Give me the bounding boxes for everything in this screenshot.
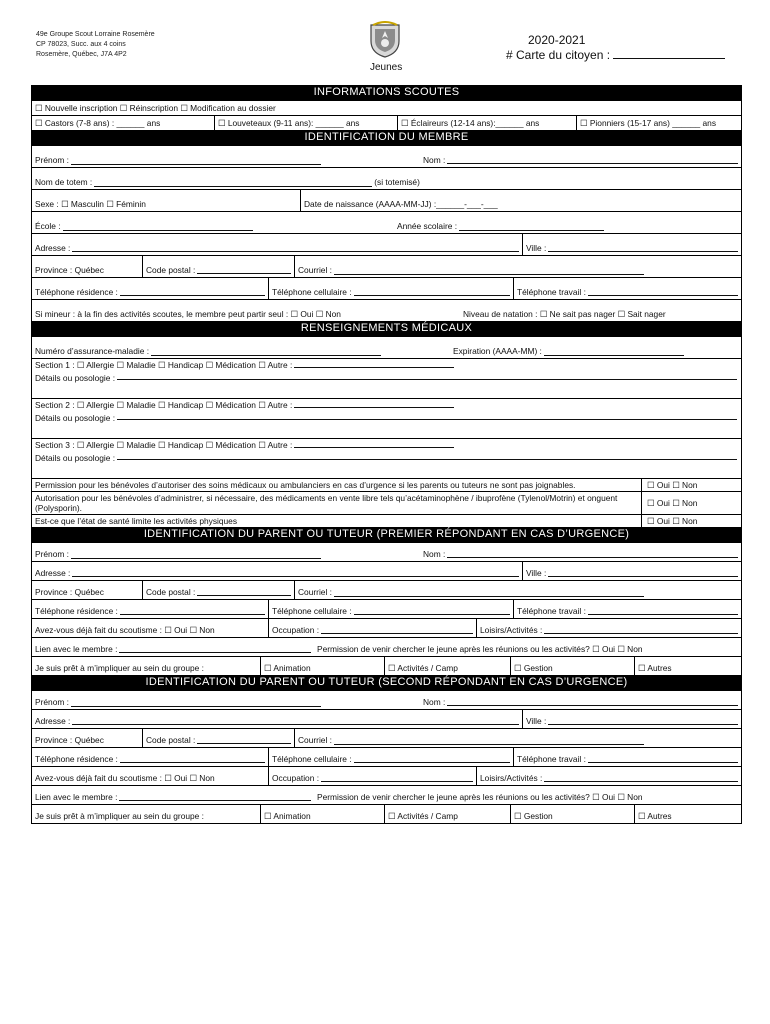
swimming-level-options[interactable]: Niveau de natation : ☐ Ne sait pas nager ☐ Sait nager — [463, 309, 666, 319]
parent2-city-input[interactable] — [548, 717, 738, 725]
permission-emergency-care[interactable] — [32, 478, 741, 491]
address-line-1: 49e Groupe Scout Lorraine Rosemère — [36, 31, 155, 38]
member-cell-phone-input[interactable] — [354, 288, 510, 296]
citizen-card-input[interactable] — [613, 49, 725, 59]
parent1-phone-row[interactable] — [32, 599, 741, 618]
parent1-activities-option[interactable]: ☐ Activités / Camp — [384, 657, 510, 675]
address-line-2: CP 78023, Succ. aux 4 coins — [36, 41, 126, 48]
parent2-hobbies-label: Loisirs/Activités : — [480, 773, 543, 783]
medical-section-3-details[interactable]: Détails ou posologie : — [32, 452, 741, 465]
parent1-work-phone-input[interactable] — [588, 607, 738, 615]
pionniers-option[interactable]: ☐ Pionniers (15-17 ans) ______ ans — [576, 116, 741, 130]
parent1-name-row[interactable] — [32, 542, 741, 561]
parent1-firstname-input[interactable] — [71, 551, 321, 559]
parent2-postal-input[interactable] — [197, 736, 291, 744]
parent2-email-label: Courriel : — [298, 735, 332, 745]
medical-section-1[interactable] — [32, 358, 741, 398]
expiration-label: Expiration (AAAA-MM) : — [453, 346, 542, 356]
member-email-input[interactable] — [334, 267, 644, 275]
parent2-address-row[interactable] — [32, 709, 741, 728]
parent2-scouting-options[interactable]: Avez-vous déjà fait du scoutisme : ☐ Oui ☐ Non — [35, 773, 215, 783]
school-year-label: Année scolaire : — [397, 221, 458, 231]
logo-caption: Jeunes — [370, 62, 403, 73]
parent1-address-row[interactable] — [32, 561, 741, 580]
parent1-cell-phone-label: Téléphone cellulaire : — [272, 606, 352, 616]
member-lastname-label: Nom : — [423, 155, 446, 165]
member-email-label: Courriel : — [298, 265, 332, 275]
member-cell-phone-label: Téléphone cellulaire : — [272, 287, 352, 297]
member-phone-row[interactable] — [32, 277, 741, 299]
health-limits-row[interactable] — [32, 514, 741, 527]
parent2-involvement-row[interactable] — [32, 804, 741, 823]
parent1-postal-label: Code postal : — [146, 587, 196, 597]
permission-medication-options[interactable]: ☐ Oui ☐ Non — [641, 492, 741, 514]
address-line-3: Rosemère, Québec, J7A 4P2 — [36, 51, 127, 58]
parent1-occupation-label: Occupation : — [272, 625, 320, 635]
health-card-label: Numéro d’assurance-maladie : — [35, 346, 150, 356]
section-title-parent-1: IDENTIFICATION DU PARENT OU TUTEUR (PREMIER RÉPONDANT EN CAS D’URGENCE) — [32, 527, 741, 542]
parent1-email-label: Courriel : — [298, 587, 332, 597]
parent2-relation-row[interactable] — [32, 785, 741, 804]
parent1-occupation-row[interactable] — [32, 618, 741, 637]
totem-note: (si totemisé) — [374, 177, 420, 187]
parent1-hobbies-label: Loisirs/Activités : — [480, 625, 543, 635]
parent2-relation-input[interactable] — [119, 793, 311, 801]
parent2-firstname-label: Prénom : — [35, 697, 69, 707]
scout-logo-icon — [367, 21, 403, 59]
castors-option[interactable]: ☐ Castors (7-8 ans) : ______ ans — [35, 118, 161, 128]
parent1-pickup-options[interactable]: Permission de venir chercher le jeune après les réunions ou les activités? ☐ Oui ☐ Non — [317, 644, 643, 654]
parent1-address-label: Adresse : — [35, 568, 71, 578]
permission-emergency-care-text: Permission pour les bénévoles d’autoriser des soins médicaux ou ambulanciers en cas d’urgence si les parents ou tuteurs ne sont pas joignables. — [35, 480, 576, 490]
section-title-scout: INFORMATIONS SCOUTES — [32, 85, 741, 100]
permission-medication[interactable] — [32, 491, 741, 514]
inscription-row[interactable] — [32, 100, 741, 115]
school-label: École : — [35, 221, 61, 231]
parent1-city-input[interactable] — [548, 569, 738, 577]
parent1-city-label: Ville : — [526, 568, 547, 578]
parent2-lastname-label: Nom : — [423, 697, 446, 707]
school-row[interactable] — [32, 211, 741, 233]
parent1-cell-phone-input[interactable] — [354, 607, 510, 615]
member-city-input[interactable] — [548, 244, 738, 252]
medical-section-2-details[interactable]: Détails ou posologie : — [32, 412, 741, 425]
parent1-relation-row[interactable] — [32, 637, 741, 656]
parent2-animation-option[interactable]: ☐ Animation — [260, 805, 384, 823]
age-branch-row[interactable] — [32, 115, 741, 130]
group-address — [36, 30, 155, 60]
totem-label: Nom de totem : — [35, 177, 93, 187]
parent2-home-phone-label: Téléphone résidence : — [35, 754, 118, 764]
school-input[interactable] — [63, 223, 253, 231]
member-firstname-label: Prénom : — [35, 155, 69, 165]
parent1-hobbies-input[interactable] — [544, 626, 738, 634]
medical-section-1-details[interactable]: Détails ou posologie : — [32, 372, 741, 385]
parent2-phone-row[interactable] — [32, 747, 741, 766]
parent2-home-phone-input[interactable] — [120, 755, 265, 763]
registration-form — [31, 85, 742, 824]
eclaireurs-option[interactable]: ☐ Éclaireurs (12-14 ans):______ ans — [397, 116, 576, 130]
medical-section-3-options[interactable]: Section 3 : ☐ Allergie ☐ Maladie ☐ Handicap ☐ Médication ☐ Autre : — [32, 439, 741, 452]
member-home-phone-label: Téléphone résidence : — [35, 287, 118, 297]
health-card-row[interactable] — [32, 336, 741, 358]
parent1-involvement-row[interactable] — [32, 656, 741, 675]
parent1-postal-input[interactable] — [197, 588, 291, 596]
medical-section-1-options[interactable]: Section 1 : ☐ Allergie ☐ Maladie ☐ Handicap ☐ Médication ☐ Autre : — [32, 359, 741, 372]
parent2-other-option[interactable]: ☐ Autres — [634, 805, 741, 823]
parent1-lastname-label: Nom : — [423, 549, 446, 559]
parent2-email-input[interactable] — [334, 737, 644, 745]
parent2-occupation-row[interactable] — [32, 766, 741, 785]
member-province: Province : Québec — [35, 265, 104, 275]
parent1-home-phone-input[interactable] — [120, 607, 265, 615]
parent2-occupation-label: Occupation : — [272, 773, 320, 783]
sex-birth-row[interactable] — [32, 189, 741, 211]
health-card-input[interactable] — [151, 348, 381, 356]
member-address-label: Adresse : — [35, 243, 71, 253]
expiration-input[interactable] — [544, 348, 684, 356]
parent2-work-phone-input[interactable] — [588, 755, 738, 763]
parent1-contact-row[interactable] — [32, 580, 741, 599]
citizen-card-field[interactable] — [506, 48, 725, 62]
parent2-city-label: Ville : — [526, 716, 547, 726]
parent2-hobbies-input[interactable] — [544, 774, 738, 782]
parent2-relation-label: Lien avec le membre : — [35, 792, 118, 802]
form-header — [0, 0, 770, 84]
parent2-cell-phone-input[interactable] — [354, 755, 510, 763]
school-year-input[interactable] — [459, 223, 604, 231]
parent1-animation-option[interactable]: ☐ Animation — [260, 657, 384, 675]
totem-input[interactable] — [94, 179, 372, 187]
sex-options[interactable]: Sexe : ☐ Masculin ☐ Féminin — [35, 199, 146, 209]
parent1-relation-input[interactable] — [119, 645, 311, 653]
parent2-address-label: Adresse : — [35, 716, 71, 726]
medical-section-2-options[interactable]: Section 2 : ☐ Allergie ☐ Maladie ☐ Handicap ☐ Médication ☐ Autre : — [32, 399, 741, 412]
parent1-lastname-input[interactable] — [447, 550, 738, 558]
member-work-phone-label: Téléphone travail : — [517, 287, 586, 297]
permission-medication-text: Autorisation pour les bénévoles d’administrer, si nécessaire, des médicaments en vente libre tels qu’acétaminophène / ibuprofène (Tylenol/Motrin) et onguent (Polysporin). — [35, 493, 618, 513]
member-home-phone-input[interactable] — [120, 288, 265, 296]
parent2-contact-row[interactable] — [32, 728, 741, 747]
louveteaux-option[interactable]: ☐ Louveteaux (9-11 ans): ______ ans — [214, 116, 397, 130]
birthdate-field[interactable]: Date de naissance (AAAA-MM-JJ) :______-___-___ — [300, 190, 741, 211]
member-firstname-input[interactable] — [71, 157, 321, 165]
leave-alone-options[interactable]: Si mineur : à la fin des activités scoutes, le membre peut partir seul : ☐ Oui ☐ Non — [35, 309, 341, 319]
parent1-involvement-label: Je suis prêt à m’impliquer au sein du groupe : — [35, 663, 204, 673]
parent1-firstname-label: Prénom : — [35, 549, 69, 559]
inscription-options[interactable]: ☐ Nouvelle inscription ☐ Réinscription ☐ Modification au dossier — [35, 103, 276, 113]
totem-row[interactable] — [32, 167, 741, 189]
parent1-email-input[interactable] — [334, 589, 644, 597]
parent1-scouting-options[interactable]: Avez-vous déjà fait du scoutisme : ☐ Oui ☐ Non — [35, 625, 215, 635]
parent1-other-option[interactable]: ☐ Autres — [634, 657, 741, 675]
member-contact-row[interactable] — [32, 255, 741, 277]
parent2-occupation-input[interactable] — [321, 774, 473, 782]
member-city-label: Ville : — [526, 243, 547, 253]
parent1-management-option[interactable]: ☐ Gestion — [510, 657, 634, 675]
parent2-lastname-input[interactable] — [447, 698, 738, 706]
permission-emergency-care-options[interactable]: ☐ Oui ☐ Non — [641, 479, 741, 491]
parent1-address-input[interactable] — [72, 569, 519, 577]
member-postal-label: Code postal : — [146, 265, 196, 275]
parent1-occupation-input[interactable] — [321, 626, 473, 634]
parent2-province: Province : Québec — [35, 735, 104, 745]
medical-section-2[interactable] — [32, 398, 741, 438]
member-name-row[interactable] — [32, 145, 741, 167]
parent2-management-option[interactable]: ☐ Gestion — [510, 805, 634, 823]
section-title-medical: RENSEIGNEMENTS MÉDICAUX — [32, 321, 741, 336]
member-postal-input[interactable] — [197, 266, 291, 274]
medical-section-3[interactable] — [32, 438, 741, 478]
member-address-input[interactable] — [72, 244, 519, 252]
section-title-member: IDENTIFICATION DU MEMBRE — [32, 130, 741, 145]
parent2-postal-label: Code postal : — [146, 735, 196, 745]
health-limits-text: Est-ce que l’état de santé limite les activités physiques — [35, 516, 238, 526]
parent2-address-input[interactable] — [72, 717, 519, 725]
parent2-name-row[interactable] — [32, 690, 741, 709]
parent1-home-phone-label: Téléphone résidence : — [35, 606, 118, 616]
parent2-involvement-label: Je suis prêt à m’impliquer au sein du groupe : — [35, 811, 204, 821]
year-label: 2020-2021 — [528, 33, 586, 47]
parent2-pickup-options[interactable]: Permission de venir chercher le jeune après les réunions ou les activités? ☐ Oui ☐ Non — [317, 792, 643, 802]
parent2-firstname-input[interactable] — [71, 699, 321, 707]
section-title-parent-2: IDENTIFICATION DU PARENT OU TUTEUR (SECOND RÉPONDANT EN CAS D’URGENCE) — [32, 675, 741, 690]
parent2-activities-option[interactable]: ☐ Activités / Camp — [384, 805, 510, 823]
parent1-relation-label: Lien avec le membre : — [35, 644, 118, 654]
member-address-row[interactable] — [32, 233, 741, 255]
member-work-phone-input[interactable] — [588, 288, 738, 296]
parent1-province: Province : Québec — [35, 587, 104, 597]
parent2-work-phone-label: Téléphone travail : — [517, 754, 586, 764]
member-lastname-input[interactable] — [447, 156, 738, 164]
parent2-cell-phone-label: Téléphone cellulaire : — [272, 754, 352, 764]
parent1-work-phone-label: Téléphone travail : — [517, 606, 586, 616]
citizen-card-label: # Carte du citoyen : — [506, 48, 611, 62]
minor-swim-row[interactable] — [32, 299, 741, 321]
health-limits-options[interactable]: ☐ Oui ☐ Non — [641, 515, 741, 527]
